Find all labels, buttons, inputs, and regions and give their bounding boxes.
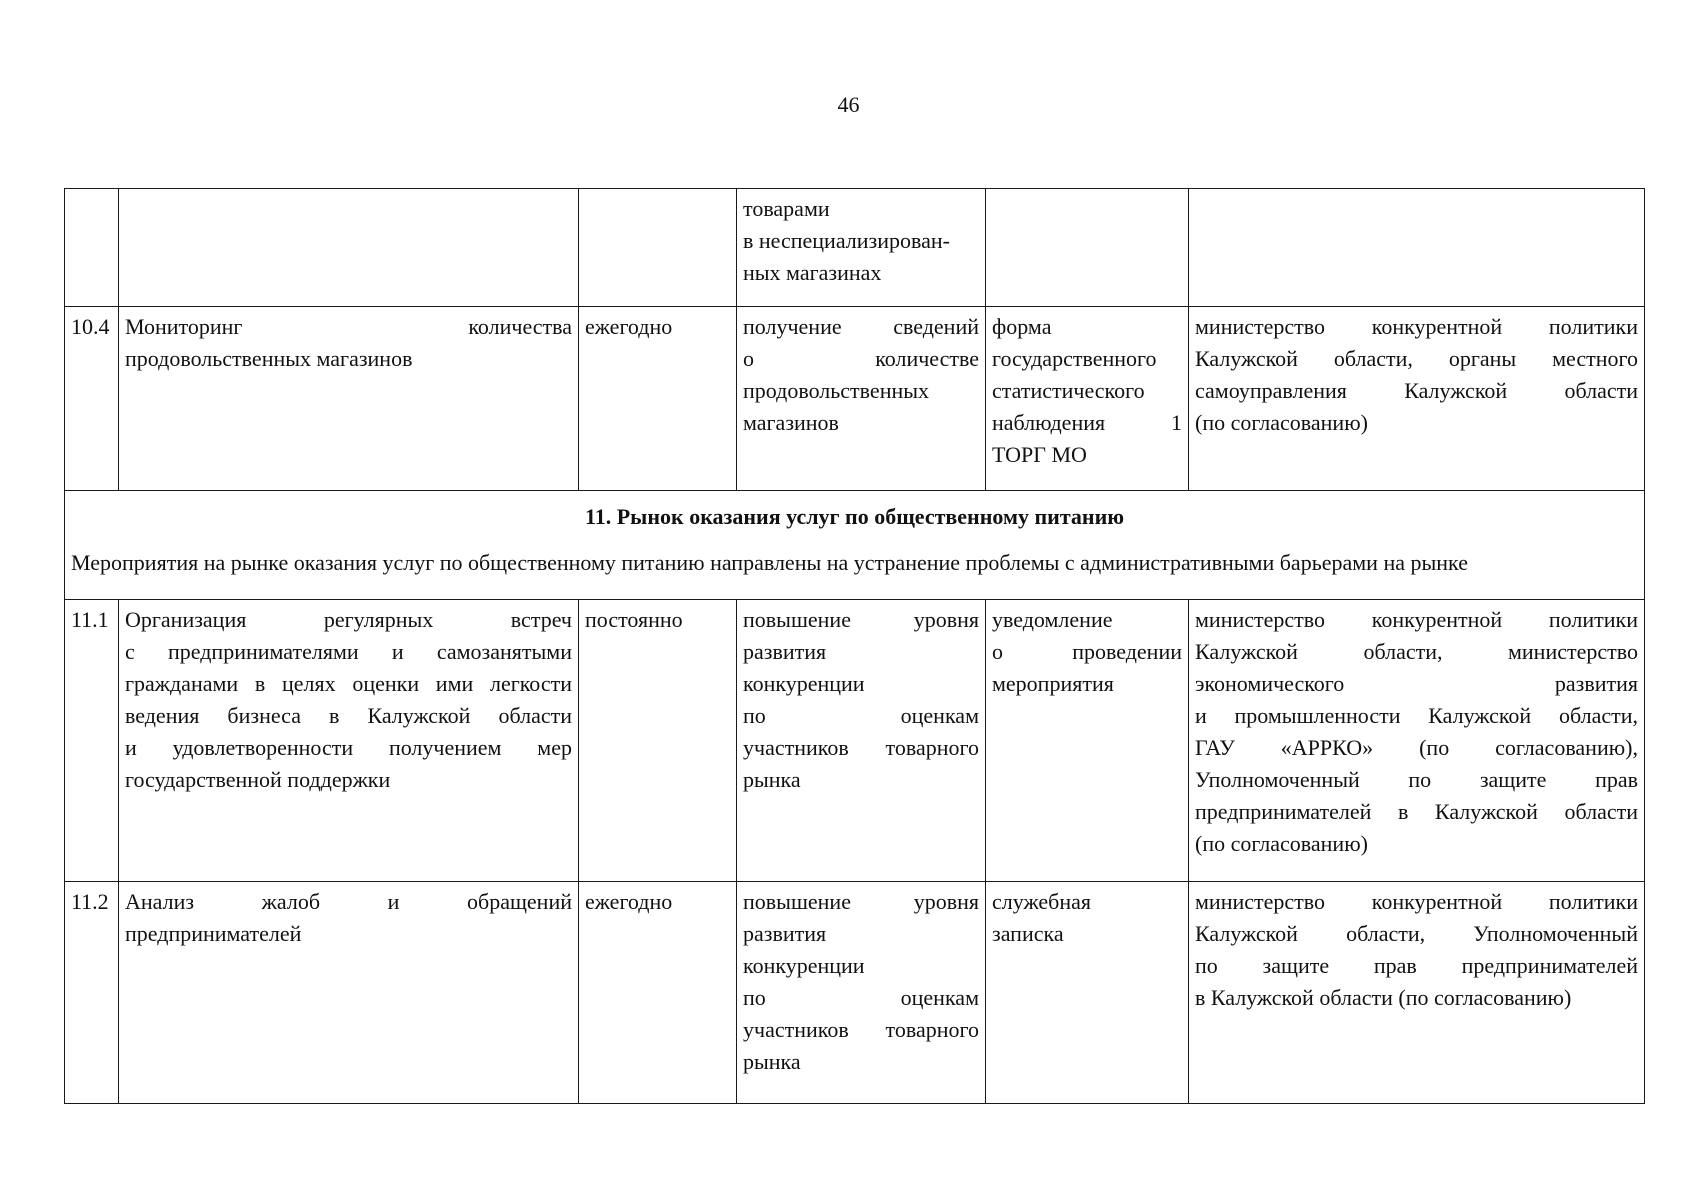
measures-table [64, 188, 1645, 1104]
result-cell [737, 600, 986, 882]
document-line: государственного [992, 346, 1157, 371]
executors-line: министерство конкурентной политики [1195, 314, 1638, 339]
document-cell [986, 189, 1189, 307]
activity-line: Организация регулярных встреч [125, 607, 572, 632]
result-line: повышение уровня [743, 889, 979, 914]
executors-line: ГАУ «АРРКО» (по согласованию), [1195, 735, 1638, 760]
executors-cell [1189, 600, 1645, 882]
executors-line: (по согласованию) [1195, 831, 1368, 856]
executors-line: министерство конкурентной политики [1195, 607, 1638, 632]
activity-cell [119, 882, 579, 1104]
activity-line: и удовлетворенности получением мер [125, 735, 572, 760]
result-line: ных магазинах [743, 260, 882, 285]
result-line: развития [743, 639, 827, 664]
executors-line: Калужской области, Уполномоченный [1195, 921, 1638, 946]
term-cell: ежегодно [579, 307, 737, 491]
row-number [65, 189, 119, 307]
executors-line: и промышленности Калужской области, [1195, 703, 1638, 728]
row-number: 11.1 [65, 600, 119, 882]
term-cell: ежегодно [579, 882, 737, 1104]
executors-line: (по согласованию) [1195, 410, 1368, 435]
executors-cell [1189, 189, 1645, 307]
executors-line: экономического развития [1195, 671, 1638, 696]
result-line: получение сведений [743, 314, 979, 339]
table-row [65, 307, 1645, 491]
document-line: мероприятия [992, 671, 1114, 696]
page-number: 46 [837, 92, 860, 117]
executors-line: в Калужской области (по согласованию) [1195, 985, 1572, 1010]
executors-cell [1189, 882, 1645, 1104]
activity-cell [119, 600, 579, 882]
result-line: повышение уровня [743, 607, 979, 632]
activity-line: Мониторинг количества [125, 314, 572, 339]
table-row [65, 189, 1645, 307]
executors-line: министерство конкурентной политики [1195, 889, 1638, 914]
document-line: записка [992, 921, 1064, 946]
document-line: наблюдения 1 [992, 410, 1182, 435]
document-cell [986, 307, 1189, 491]
result-line: участников товарного [743, 735, 979, 760]
result-line: в неспециализирован- [743, 228, 950, 253]
section-description: Мероприятия на рынке оказания услуг по общественному питанию направлены на устранение проблемы с административными барьерами на рынке [71, 550, 1468, 575]
document-line: статистического [992, 378, 1145, 403]
document-line: о проведении [992, 639, 1182, 664]
activity-line: продовольственных магазинов [125, 346, 413, 371]
row-number: 10.4 [65, 307, 119, 491]
result-line: о количестве [743, 346, 979, 371]
executors-line: по защите прав предпринимателей [1195, 953, 1638, 978]
section-row [65, 491, 1645, 600]
activity-line: гражданами в целях оценки ими легкости [125, 671, 572, 696]
result-line: рынка [743, 1049, 801, 1074]
activity-line: Анализ жалоб и обращений [125, 889, 572, 914]
row-number: 11.2 [65, 882, 119, 1104]
result-cell [737, 307, 986, 491]
document-line: уведомление [992, 607, 1113, 632]
table-row [65, 882, 1645, 1104]
activity-cell [119, 307, 579, 491]
executors-line: предпринимателей в Калужской области [1195, 799, 1638, 824]
document-cell [986, 600, 1189, 882]
activity-line: ведения бизнеса в Калужской области [125, 703, 572, 728]
executors-line: самоуправления Калужской области [1195, 378, 1638, 403]
result-line: по оценкам [743, 703, 979, 728]
term-cell [579, 189, 737, 307]
result-cell [737, 882, 986, 1104]
activity-cell [119, 189, 579, 307]
result-line: конкуренции [743, 953, 865, 978]
executors-cell [1189, 307, 1645, 491]
activity-line: предпринимателей [125, 921, 302, 946]
document-line: служебная [992, 889, 1091, 914]
executors-line: Калужской области, органы местного [1195, 346, 1638, 371]
document-line: ТОРГ МО [992, 442, 1087, 467]
result-line: магазинов [743, 410, 839, 435]
result-line: рынка [743, 767, 801, 792]
result-line: участников товарного [743, 1017, 979, 1042]
section-cell [65, 491, 1645, 600]
result-line: товарами [743, 196, 830, 221]
table-row [65, 600, 1645, 882]
result-line: развития [743, 921, 827, 946]
activity-line: государственной поддержки [125, 767, 391, 792]
section-title: 11. Рынок оказания услуг по общественному питанию [584, 504, 1125, 529]
executors-line: Уполномоченный по защите прав [1195, 767, 1638, 792]
term-cell: постоянно [579, 600, 737, 882]
result-line: продовольственных [743, 378, 930, 403]
result-line: конкуренции [743, 671, 865, 696]
document-cell [986, 882, 1189, 1104]
result-line: по оценкам [743, 985, 979, 1010]
activity-line: с предпринимателями и самозанятыми [125, 639, 572, 664]
result-cell [737, 189, 986, 307]
executors-line: Калужской области, министерство [1195, 639, 1638, 664]
document-line: форма [992, 314, 1052, 339]
